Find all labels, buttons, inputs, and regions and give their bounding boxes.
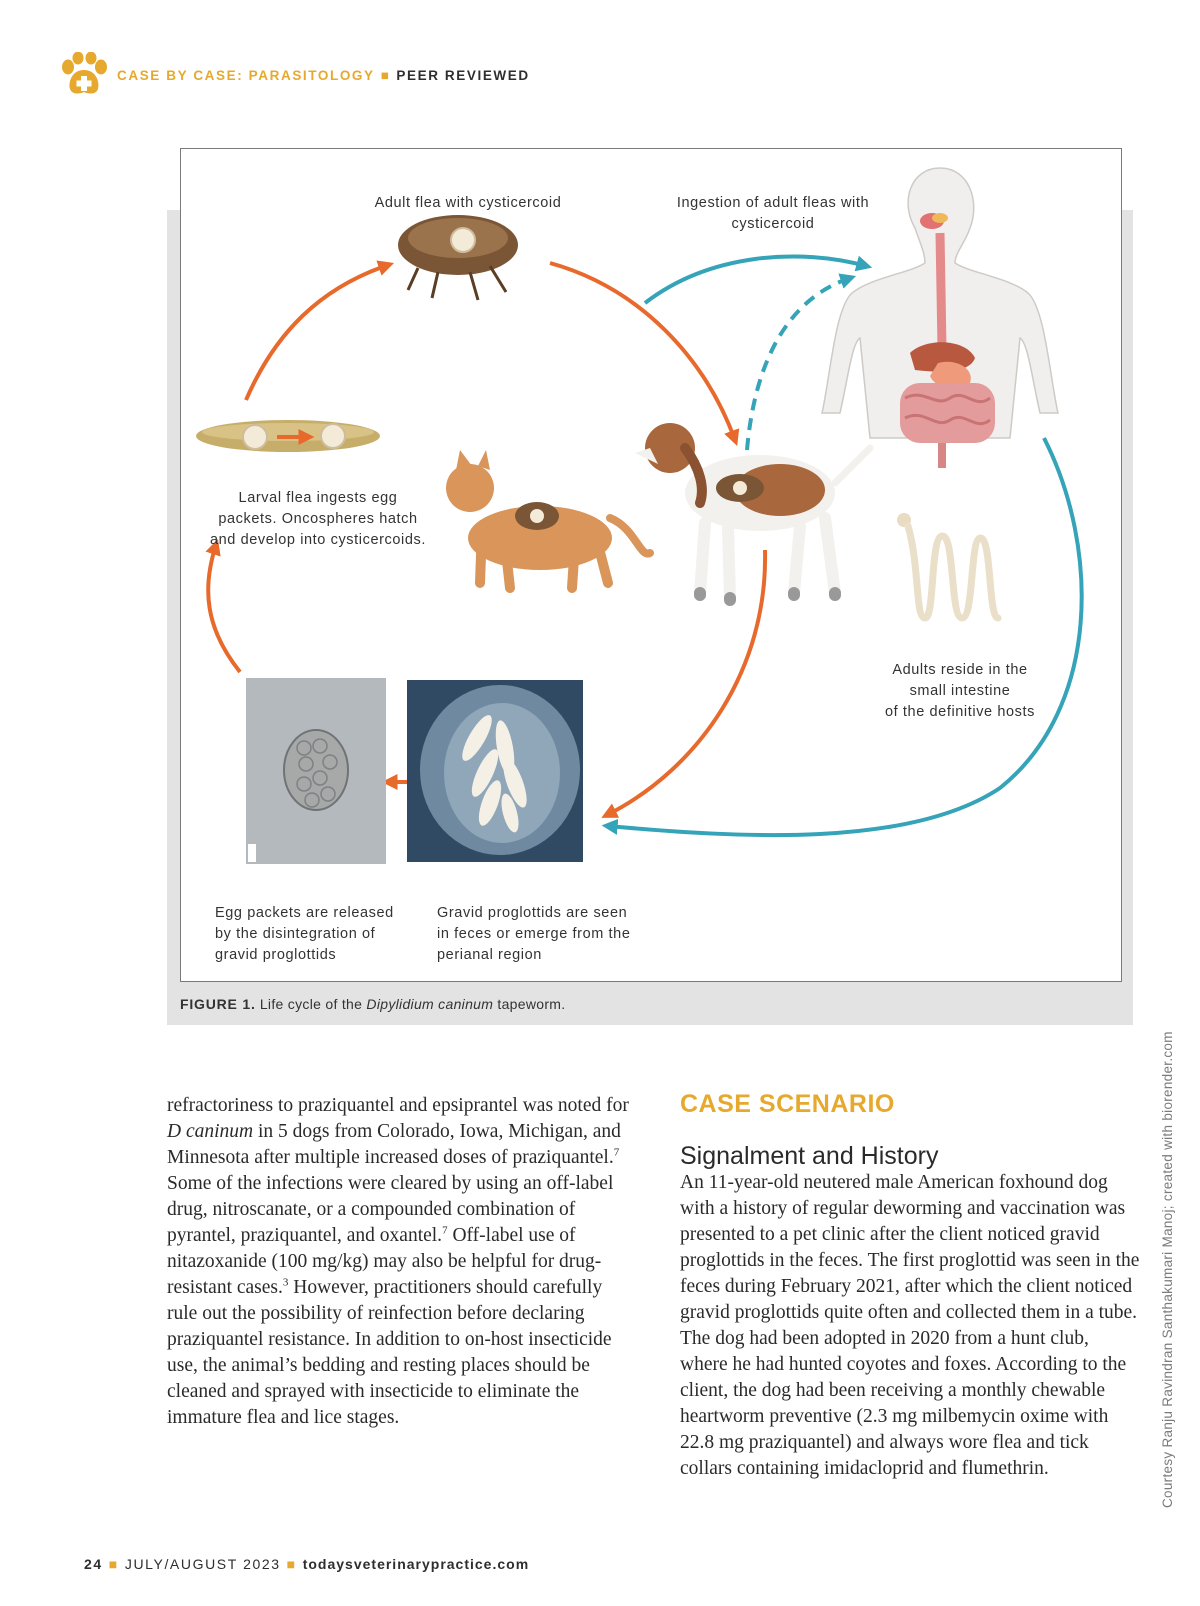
arrow-human-to-proglottids <box>608 438 1082 835</box>
section-title: CASE BY CASE: PARASITOLOGY <box>117 68 375 83</box>
label-gravid-proglottids: Gravid proglottids are seen in feces or emerge from the perianal region <box>437 905 631 963</box>
signalment-subheading: Signalment and History <box>680 1142 939 1170</box>
tapeworm-icon <box>897 513 998 618</box>
arrow-flea-to-dog <box>550 263 735 440</box>
arrow-eggs-to-larva <box>208 545 240 672</box>
peer-reviewed-tag: PEER REVIEWED <box>396 68 530 83</box>
paw-cross-logo-icon <box>60 52 108 96</box>
issue-date: JULY/AUGUST 2023 <box>124 1556 281 1572</box>
label-adult-flea: Adult flea with cysticercoid <box>374 195 562 211</box>
page-footer <box>84 1556 529 1572</box>
page-number: 24 <box>84 1556 103 1572</box>
website-link[interactable]: todaysveterinarypractice.com <box>302 1556 530 1572</box>
larval-flea-icon <box>196 420 380 452</box>
arrow-ingestion-human <box>645 256 866 303</box>
arrow-dog-to-proglottids <box>607 550 765 815</box>
label-egg-packets: Egg packets are released by the disintegration of gravid proglottids <box>215 905 394 963</box>
image-credit: Courtesy Ranju Ravindran Santhakumari Manoj; created with biorender.com <box>1160 1031 1175 1508</box>
cat-icon <box>446 450 650 588</box>
case-scenario-heading: CASE SCENARIO <box>680 1090 895 1118</box>
life-cycle-diagram <box>180 148 1122 982</box>
egg-packet-micrograph <box>246 678 386 864</box>
label-ingestion: Ingestion of adult fleas with cysticercoid <box>676 195 870 232</box>
proglottid-photo <box>407 680 583 862</box>
footer-separator-2: ■ <box>286 1556 297 1572</box>
footer-separator: ■ <box>108 1556 119 1572</box>
figure-caption: FIGURE 1. Life cycle of the Dipylidium caninum tapeworm. <box>180 996 566 1012</box>
dog-icon <box>635 423 870 600</box>
adult-flea-icon <box>398 215 518 300</box>
right-column-text: An 11-year-old neutered male American foxhound dog with a history of regular deworming and vaccination was presented to a pet clinic after the client noticed gravid proglottids in the feces. The first proglottid was seen in the feces during February 2021, after which the client noticed gravid proglottids quite often and collected them in a tube. The dog had been adopted in 2020 from a hunt club, where he had hunted coyotes and foxes. According to the client, the dog had been receiving a monthly chewable heartworm preventive (2.3 mg milbemycin oxime with 22.8 mg praziquantel) and always wore flea and tick collars containing imidacloprid and flumethrin. <box>680 1172 1140 1479</box>
header-separator: ■ <box>380 68 391 83</box>
section-header <box>117 68 530 83</box>
label-adults-reside: Adults reside in the small intestine of the definitive hosts <box>884 662 1036 720</box>
left-column-text: refractoriness to praziquantel and epsiprantel was noted for D caninum in 5 dogs from Colorado, Iowa, Michigan, and Minnesota after multiple increased doses of praziquantel.$^7$ Some of the infections were cleared by using an off-label drug, nitroscanate, or a compounded combination of pyrantel, praziquantel, and oxantel.$^7$ Off-label use of nitazoxanide (100 mg/kg) may also be helpful for drug-resistant cases.$^3$ However, practitioners should carefully rule out the possibility of reinfection before declaring praziquantel resistance. In addition to on-host insecticide use, the animal’s bedding and resting places should be cleaned and sprayed with insecticide to eliminate the immature flea and lice stages. <box>167 1095 629 1428</box>
label-larval-flea: Larval flea ingests egg packets. Oncospheres hatch and develop into cysticercoids. <box>209 490 427 548</box>
arrow-larva-to-adult-flea <box>246 265 388 400</box>
